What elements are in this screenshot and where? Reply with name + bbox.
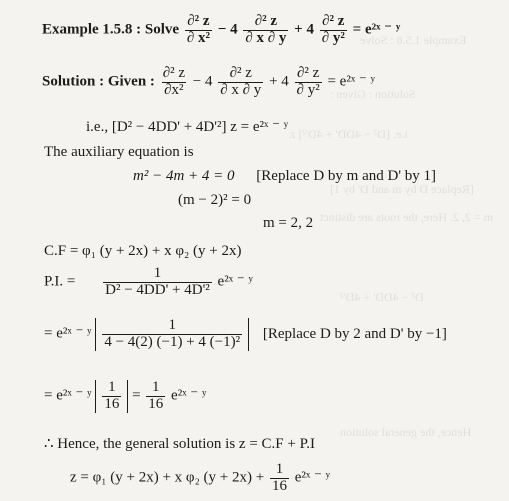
show-through-text: i.e. [D² − 4DD' + 4D'²] z [290, 127, 408, 141]
show-through-text: D² − 4DD' + 4D'² [340, 290, 424, 304]
example-heading: Example 1.5.8 : Solve $\frac{\text{∂² z}}{\text{∂ x²}}$ − 4 $\frac{\text{∂² z}}{\partial x \partial y}$ + 4 $\frac{\text{∂² z}}{\text{∂ y²}}$ = e²ˣ ⁻ ʸ [42, 13, 401, 46]
show-through-text: Example 1.5.8 : Solve [360, 33, 467, 47]
show-through-text: m = 2, 2. Here, the roots are distinct [320, 210, 494, 224]
show-through-text: Hence, the general solution [340, 425, 472, 439]
aux-factored: (m − 2)² = 0 [178, 192, 252, 208]
show-through-text: [Replace D by m and D' by 1] [330, 182, 474, 196]
pi-step2: = e²ˣ ⁻ ʸ $\frac{1}{16}$ = $\frac{1}{16}$ e²ˣ ⁻ ʸ [44, 379, 207, 412]
roots: m = 2, 2 [263, 215, 314, 231]
example-label: Example 1.5.8 : [42, 21, 142, 38]
show-through-text: Solution : Given : [330, 87, 416, 101]
general-solution-heading: ∴ Hence, the general solution is z = C.F + P.I [44, 436, 316, 452]
cf-line: C.F = φ₁ (y + 2x) + x φ₂ (y + 2x) [44, 243, 242, 259]
operator-form: i.e., [D² − 4DD' + 4D'²] z = e²ˣ ⁻ ʸ [86, 119, 289, 135]
pi-step1: = e²ˣ ⁻ ʸ $\frac{1}{\text{4 − 4(2) (−1) + 4 (−1)²}}$ [Replace D by 2 and D' by −1] [44, 317, 447, 350]
aux-eq: m² − 4m + 4 = 0 [Replace D by m and D' by 1] [133, 168, 437, 184]
general-solution: z = φ₁ (y + 2x) + x φ₂ (y + 2x) + $\frac{1}{16}$ e²ˣ ⁻ ʸ [70, 461, 331, 494]
pi-line: P.I. = $\frac{1}{\text{D² − 4DD' + 4D'²}}$ e²ˣ ⁻ ʸ [44, 265, 253, 298]
solution-given: Solution : Given : $\frac{\text{∂² z}}{\text{∂x²}}$ − 4 $\frac{\text{∂² z}}{\partial x \partial y}$ + 4 $\frac{\text{∂² z}}{\text{∂ y²}}$ = e²ˣ ⁻ ʸ [42, 65, 376, 98]
auxiliary-heading: The auxiliary equation is [44, 144, 194, 160]
